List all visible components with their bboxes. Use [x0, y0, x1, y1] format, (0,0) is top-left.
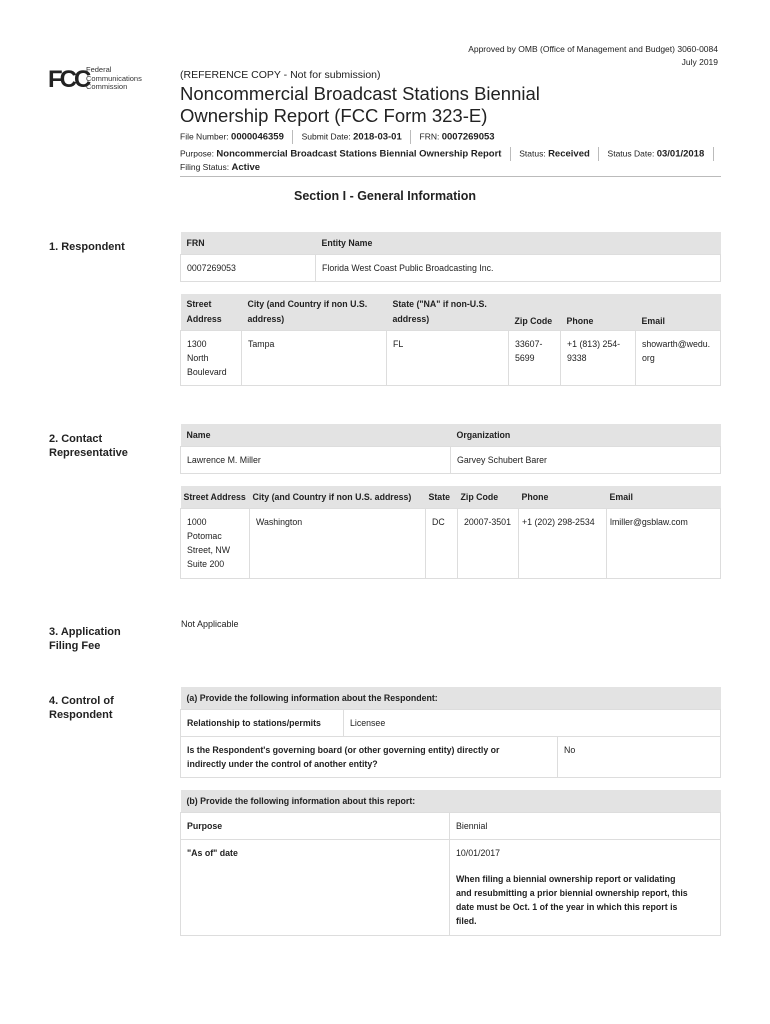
contact-name-header: Name: [181, 424, 451, 446]
as-of-date-value: 10/01/2017: [456, 847, 501, 858]
status-label: Status:: [519, 148, 546, 159]
respondent-frn-table: [180, 232, 721, 282]
street-header: Street Address: [181, 294, 242, 330]
email-header: Email: [636, 294, 721, 330]
control-b-header: (b) Provide the following information about this report:: [181, 790, 721, 812]
contact-phone: +1 (202) 298-2534: [519, 508, 607, 578]
file-number: 0000046359: [231, 131, 284, 143]
frn-label: FRN:: [419, 131, 440, 142]
purpose-value: Noncommercial Broadcast Stations Biennial Ownership Report: [216, 148, 502, 160]
status-value: Received: [548, 148, 590, 160]
contact-city: Washington: [250, 508, 426, 578]
control-a-table: [180, 687, 721, 778]
contact-city-header: City (and Country if non U.S. address): [250, 486, 426, 508]
meta-row-3: [180, 162, 260, 173]
report-purpose-label: Purpose: [181, 812, 450, 839]
status-date-label: Status Date:: [607, 148, 655, 159]
submit-date-label: Submit Date:: [301, 131, 351, 142]
contact-zip-header: Zip Code: [458, 486, 519, 508]
divider: [292, 130, 293, 144]
header-divider: [180, 176, 721, 177]
respondent-frn: 0007269053: [181, 254, 316, 281]
respondent-street: 1300 North Boulevard: [181, 330, 242, 385]
contact-name: Lawrence M. Miller: [181, 446, 451, 473]
governing-question: Is the Respondent's governing board (or other governing entity) directly or indirectly under the control of another entity?: [181, 736, 558, 777]
respondent-city: Tampa: [242, 330, 387, 385]
omb-approval-line: Approved by OMB (Office of Management and Budget) 3060-0084: [468, 44, 718, 54]
contact-state: DC: [426, 508, 458, 578]
respondent-state: FL: [387, 330, 509, 385]
contact-org-header: Organization: [451, 424, 721, 446]
report-purpose-value: Biennial: [450, 812, 721, 839]
divider: [713, 147, 714, 161]
section-title: Section I - General Information: [294, 189, 476, 203]
control-a-header: (a) Provide the following information about the Respondent:: [181, 687, 721, 709]
control-b-table: [180, 790, 721, 936]
divider: [410, 130, 411, 144]
contact-phone-header: Phone: [519, 486, 607, 508]
status-date-value: 03/01/2018: [656, 148, 705, 160]
filing-status-value: Active: [231, 162, 261, 173]
purpose-label: Purpose:: [180, 148, 215, 159]
logo-word: Federal: [86, 65, 112, 74]
fcc-logo-words: [86, 66, 142, 92]
divider: [598, 147, 599, 161]
contact-organization: Garvey Schubert Barer: [451, 446, 721, 473]
meta-row-2: [180, 147, 720, 161]
logo-word: Communications: [86, 73, 142, 83]
omb-approval: [468, 43, 718, 69]
as-of-date-label: "As of" date: [181, 839, 450, 935]
filing-fee-value: Not Applicable: [181, 619, 239, 629]
contact-street: 1000 Potomac Street, NW Suite 200: [181, 508, 250, 578]
omb-approval-date: July 2019: [681, 57, 718, 67]
respondent-email: showarth@wedu. org: [636, 330, 721, 385]
contact-zip: 20007-3501: [458, 508, 519, 578]
logo-word: Commission: [86, 82, 128, 91]
as-of-date-note: When filing a biennial ownership report or validating and resubmitting a prior biennial ownership report, this date must be Oct. 1 of the year in which this report is filed.: [456, 873, 688, 926]
fcc-logo: [48, 66, 158, 94]
relationship-value: Licensee: [344, 709, 721, 736]
contact-street-header: Street Address: [181, 486, 250, 508]
relationship-label: Relationship to stations/permits: [181, 709, 344, 736]
submit-date: 2018-03-01: [353, 131, 402, 143]
respondent-phone: +1 (813) 254- 9338: [561, 330, 636, 385]
respondent-address-table: [180, 294, 721, 386]
contact-state-header: State: [426, 486, 458, 508]
meta-row-1: [180, 130, 495, 144]
frn-value: 0007269053: [441, 131, 495, 143]
city-header: City (and Country if non U.S. address): [242, 294, 387, 330]
frn-header: FRN: [181, 232, 316, 254]
as-of-date-cell: [450, 839, 721, 935]
contact-email: lmiller@gsblaw.com: [607, 508, 721, 578]
contact-label: 2. Contact Representative: [49, 433, 128, 459]
page-title: Noncommercial Broadcast Stations Biennial Ownership Report (FCC Form 323-E): [180, 83, 540, 126]
governing-answer: No: [558, 736, 721, 777]
respondent-label: 1. Respondent: [49, 241, 125, 253]
filing-status-label: Filing Status:: [180, 162, 230, 172]
state-header: State ("NA" if non-U.S. address): [387, 294, 509, 330]
fcc-logo-mark: FCC: [48, 66, 89, 93]
divider: [510, 147, 511, 161]
control-label: 4. Control of Respondent: [49, 695, 114, 721]
reference-copy-note: (REFERENCE COPY - Not for submission): [180, 69, 381, 81]
contact-email-header: Email: [607, 486, 721, 508]
filing-fee-label: 3. Application Filing Fee: [49, 626, 121, 652]
entity-name-header: Entity Name: [316, 232, 721, 254]
zip-header: Zip Code: [509, 294, 561, 330]
respondent-entity-name: Florida West Coast Public Broadcasting Inc.: [316, 254, 721, 281]
contact-name-table: [180, 424, 721, 474]
respondent-zip: 33607- 5699: [509, 330, 561, 385]
contact-address-table: [180, 486, 721, 579]
file-number-label: File Number:: [180, 131, 229, 142]
phone-header: Phone: [561, 294, 636, 330]
